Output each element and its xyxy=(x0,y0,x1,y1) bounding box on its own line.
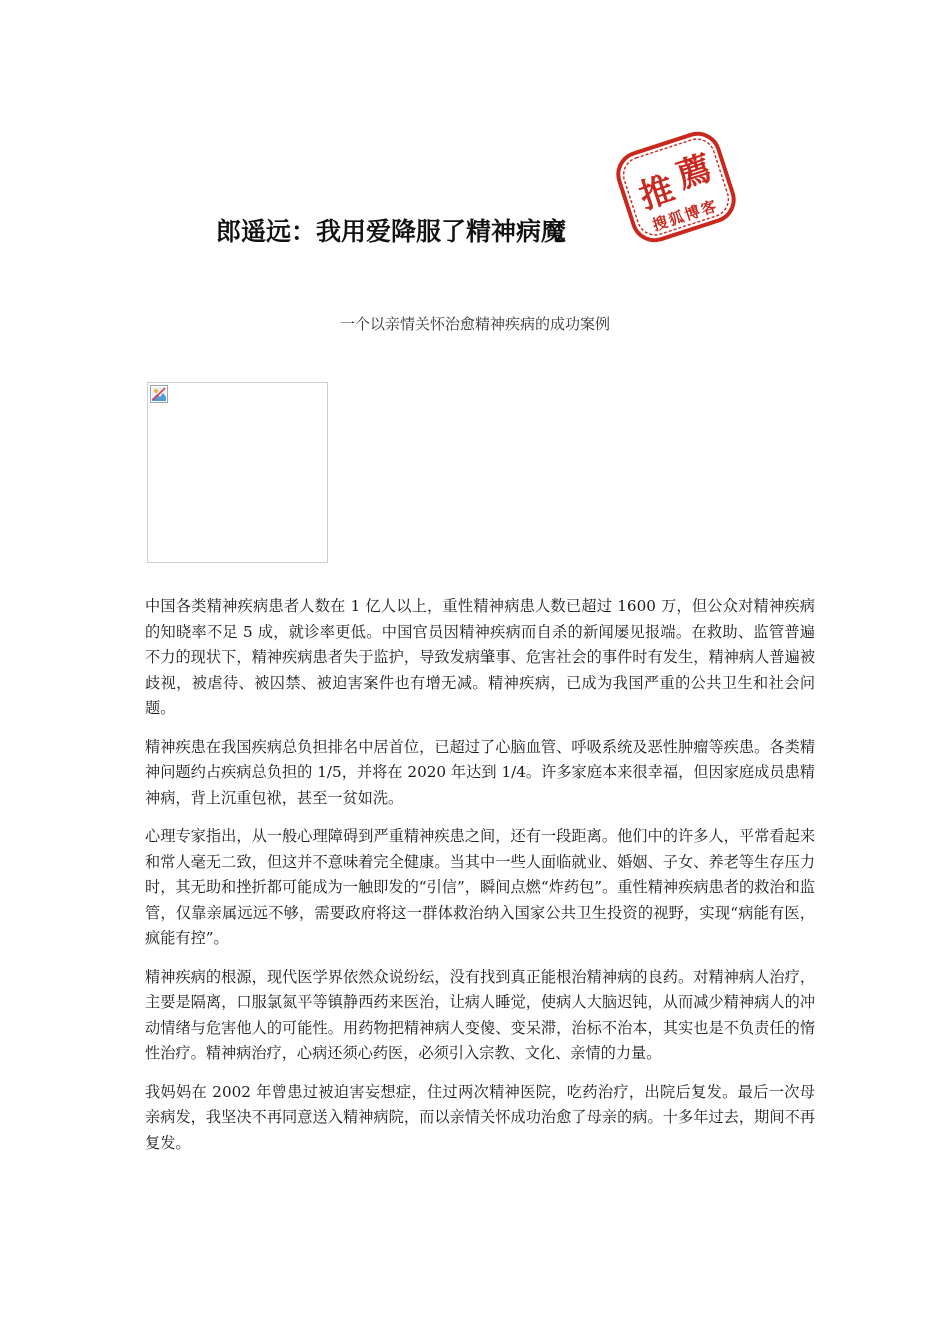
svg-text:薦: 薦 xyxy=(672,148,717,197)
recommend-stamp xyxy=(610,128,742,246)
svg-text:推: 推 xyxy=(634,168,680,218)
article-paragraph: 我妈妈在 2002 年曾患过被迫害妄想症，住过两次精神医院，吃药治疗，出院后复发。最后一次母亲病发，我坚决不再同意送入精神病院，而以亲情关怀成功治愈了母亲的病。十多年过去，期间不再复发。 xyxy=(145,1082,815,1152)
article-body xyxy=(145,594,815,1169)
article-image-placeholder xyxy=(147,382,328,563)
article-paragraph: 中国各类精神疾病患者人数在 1 亿人以上，重性精神病患人数已超过 1600 万，但公众对精神疾病的知晓率不足 5 成，就诊率更低。中国官员因精神疾病而自杀的新闻屡见报端。在救助、监管普遍不力的现状下，精神疾病患者失于监护，导致发病肇事、危害社会的事件时有发生，精神病人普遍被歧视，被虐待、被囚禁、被迫害案件也有增无减。精神疾病，已成为我国严重的公共卫生和社会问题。 xyxy=(145,597,815,717)
broken-image-icon xyxy=(150,385,168,403)
article-paragraph: 精神疾患在我国疾病总负担排名中居首位，已超过了心脑血管、呼吸系统及恶性肿瘤等疾患。各类精神问题约占疾病总负担的 1/5，并将在 2020 年达到 1/4。许多家庭本来很幸福，但因家庭成员患精神病，背上沉重包袱，甚至一贫如洗。 xyxy=(145,737,815,807)
svg-text:搜狐博客: 搜狐博客 xyxy=(650,196,721,235)
article-title: 郎遥远：我用爱降服了精神病魔 xyxy=(216,217,567,246)
article-paragraph: 精神疾病的根源，现代医学界依然众说纷纭，没有找到真正能根治精神病的良药。对精神病人治疗，主要是隔离，口服氯氮平等镇静西药来医治，让病人睡觉，使病人大脑迟钝，从而减少精神病人的冲动情绪与危害他人的可能性。用药物把精神病人变傻、变呆滞，治标不治本，其实也是不负责任的惰性治疗。精神病治疗，心病还须心药医，必须引入宗教、文化、亲情的力量。 xyxy=(145,967,815,1062)
article-subtitle: 一个以亲情关怀治愈精神疾病的成功案例 xyxy=(339,315,610,333)
stamp-seal-icon xyxy=(610,128,742,246)
article-paragraph: 心理专家指出，从一般心理障碍到严重精神疾患之间，还有一段距离。他们中的许多人，平常看起来和常人毫无二致，但这并不意味着完全健康。当其中一些人面临就业、婚姻、子女、养老等生存压力时，其无助和挫折都可能成为一触即发的“引信”，瞬间点燃“炸药包”。重性精神疾病患者的救治和监管，仅靠亲属远远不够，需要政府将这一群体救治纳入国家公共卫生投资的视野，实现“病能有医，疯能有控”。 xyxy=(145,827,815,947)
